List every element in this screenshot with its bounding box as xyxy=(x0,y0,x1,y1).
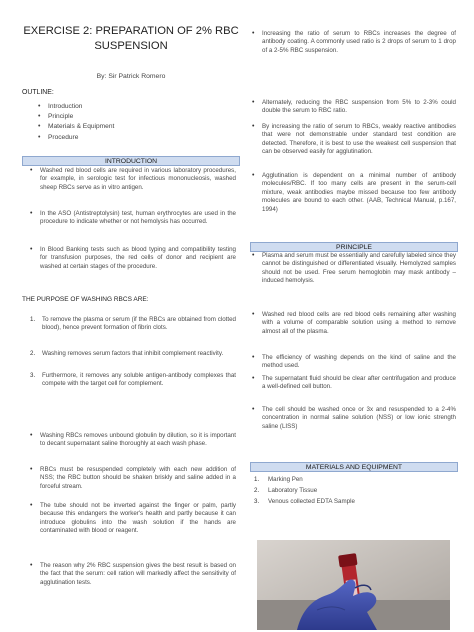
right-bullet-text: Alternately, reducing the RBC suspension from 5% to 2-3% could double the serum to RBC ratio. xyxy=(262,99,456,115)
outline-item: • Procedure xyxy=(38,133,114,143)
bullet-icon: • xyxy=(30,432,33,439)
bullet-icon: • xyxy=(30,466,33,473)
introduction-heading: INTRODUCTION xyxy=(22,156,240,166)
item-number: 3. xyxy=(30,372,36,379)
title-line-1: EXERCISE 2: PREPARATION OF 2% RBC xyxy=(23,25,239,37)
intro-bullet-text: In Blood Banking tests such as blood typing and compatibility testing for transfusion purposes, the red cells of donor and recipient are washed at certain stages of the procedure. xyxy=(40,246,236,270)
item-number: 1. xyxy=(254,476,260,483)
materials-heading: MATERIALS AND EQUIPMENT xyxy=(250,462,458,472)
item-number: 2. xyxy=(30,350,36,357)
principle-bullet-text: The efficiency of washing depends on the kind of saline and the method used. xyxy=(262,354,456,370)
outline-item: • Introduction xyxy=(38,102,114,112)
edta-sample-photo xyxy=(257,540,450,630)
material-item-text: Marking Pen xyxy=(268,476,303,483)
document-title xyxy=(22,24,240,54)
purpose-item-text: Washing removes serum factors that inhibit complement reactivity. xyxy=(42,350,224,357)
bullet-icon: • xyxy=(252,311,255,318)
principle-bullet-text: Plasma and serum must be essentially and carefully labeled since they cannot be distinguished or differentiated visually. Hemolyzed samples should not be used. Free serum hemoglobin may mask antibody – induced hemolysis. xyxy=(262,252,456,285)
item-number: 1. xyxy=(30,316,36,323)
outline-list xyxy=(38,102,114,143)
material-item-text: Venous collected EDTA Sample xyxy=(268,498,355,505)
purpose-bullet-text: The tube should not be inverted against the finger or palm, partly because this endangers the worker's health and partly because it can introduce globulins into the wash solution if the hands are contaminated with blood or reagent. xyxy=(40,502,236,535)
bullet-icon: • xyxy=(30,210,33,217)
bullet-icon: • xyxy=(252,252,255,259)
title-line-2: SUSPENSION xyxy=(94,40,168,52)
bullet-icon: • xyxy=(252,123,255,130)
bullet-icon: • xyxy=(30,246,33,253)
principle-bullet-text: The supernatant fluid should be clear after centrifugation and produce a well-defined cell button. xyxy=(262,375,456,391)
principle-bullet-text: The cell should be washed once or 3x and resuspended to a 2-4% concentration in normal saline solution (NSS) or low ionic strength saline (LISS) xyxy=(262,406,456,430)
purpose-item-text: Furthermore, it removes any soluble antigen-antibody complexes that compete with the target cell for complement. xyxy=(42,372,236,388)
intro-bullet-text: In the ASO (Antistreptolysin) test, human erythrocytes are used in the procedure to indicate whether or not hemolysis has occurred. xyxy=(40,210,236,226)
bullet-icon: • xyxy=(252,172,255,179)
item-number: 3. xyxy=(254,498,260,505)
bullet-icon: • xyxy=(30,562,33,569)
right-bullet-text: Increasing the ratio of serum to RBCs increases the degree of antibody coating. A commonly used ratio is 2 drops of serum to 1 drop of a 2-5% RBC suspension. xyxy=(262,30,456,54)
purpose-bullet-text: The reason why 2% RBC suspension gives the best result is based on the fact that the serum: cell ration will markedly affect the sensitivity of agglutination tests. xyxy=(40,562,236,586)
bullet-icon: • xyxy=(252,406,255,413)
author: By: Sir Patrick Romero xyxy=(96,73,166,80)
item-number: 2. xyxy=(254,487,260,494)
bullet-icon: • xyxy=(252,30,255,37)
right-bullet-text: By increasing the ratio of serum to RBCs, weakly reactive antibodies that were not demonstrable under standard test condition are detected. Therefore, it is best to use the weakest cell suspension that can be observed easily for agglutination. xyxy=(262,123,456,156)
material-item-text: Laboratory Tissue xyxy=(268,487,318,494)
gloved-hand-tube-image xyxy=(257,540,450,630)
bullet-icon: • xyxy=(252,354,255,361)
bullet-icon: • xyxy=(252,99,255,106)
purpose-bullet-text: RBCs must be resuspended completely with each new addition of NSS; the RBC button should be shaken briskly and saline added in a forceful stream. xyxy=(40,466,236,490)
purpose-item-text: To remove the plasma or serum (if the RBCs are obtained from clotted blood), hence prevent formation of fibrin clots. xyxy=(42,316,236,332)
intro-bullet-text: Washed red blood cells are required in various laboratory procedures, for example, in serologic test for infectious mononucleosis, washed sheep RBCs serve as in vitro antigen. xyxy=(40,167,236,191)
outline-label: OUTLINE: xyxy=(22,89,54,96)
bullet-icon: • xyxy=(30,502,33,509)
bullet-icon: • xyxy=(30,167,33,174)
principle-bullet-text: Washed red blood cells are red blood cells remaining after washing with a volume of comparable solution using a method to remove almost all of the plasma. xyxy=(262,311,456,335)
outline-item: • Principle xyxy=(38,112,114,122)
principle-heading: PRINCIPLE xyxy=(250,242,458,252)
purpose-bullet-text: Washing RBCs removes unbound globulin by dilution, so it is important to decant supernatant saline thoroughly at each wash phase. xyxy=(40,432,236,448)
outline-item: • Materials & Equipment xyxy=(38,122,114,132)
right-bullet-text: Agglutination is dependent on a minimal number of antibody molecules/RBC. If too many cells are present in the serum-cell mixture, weak antibodies maybe missed because too few antibody molecules are bound to each other. (AAB, Technical Manual, p.167, 1994) xyxy=(262,172,456,213)
purpose-heading: THE PURPOSE OF WASHING RBCS ARE: xyxy=(22,296,149,303)
bullet-icon: • xyxy=(252,375,255,382)
